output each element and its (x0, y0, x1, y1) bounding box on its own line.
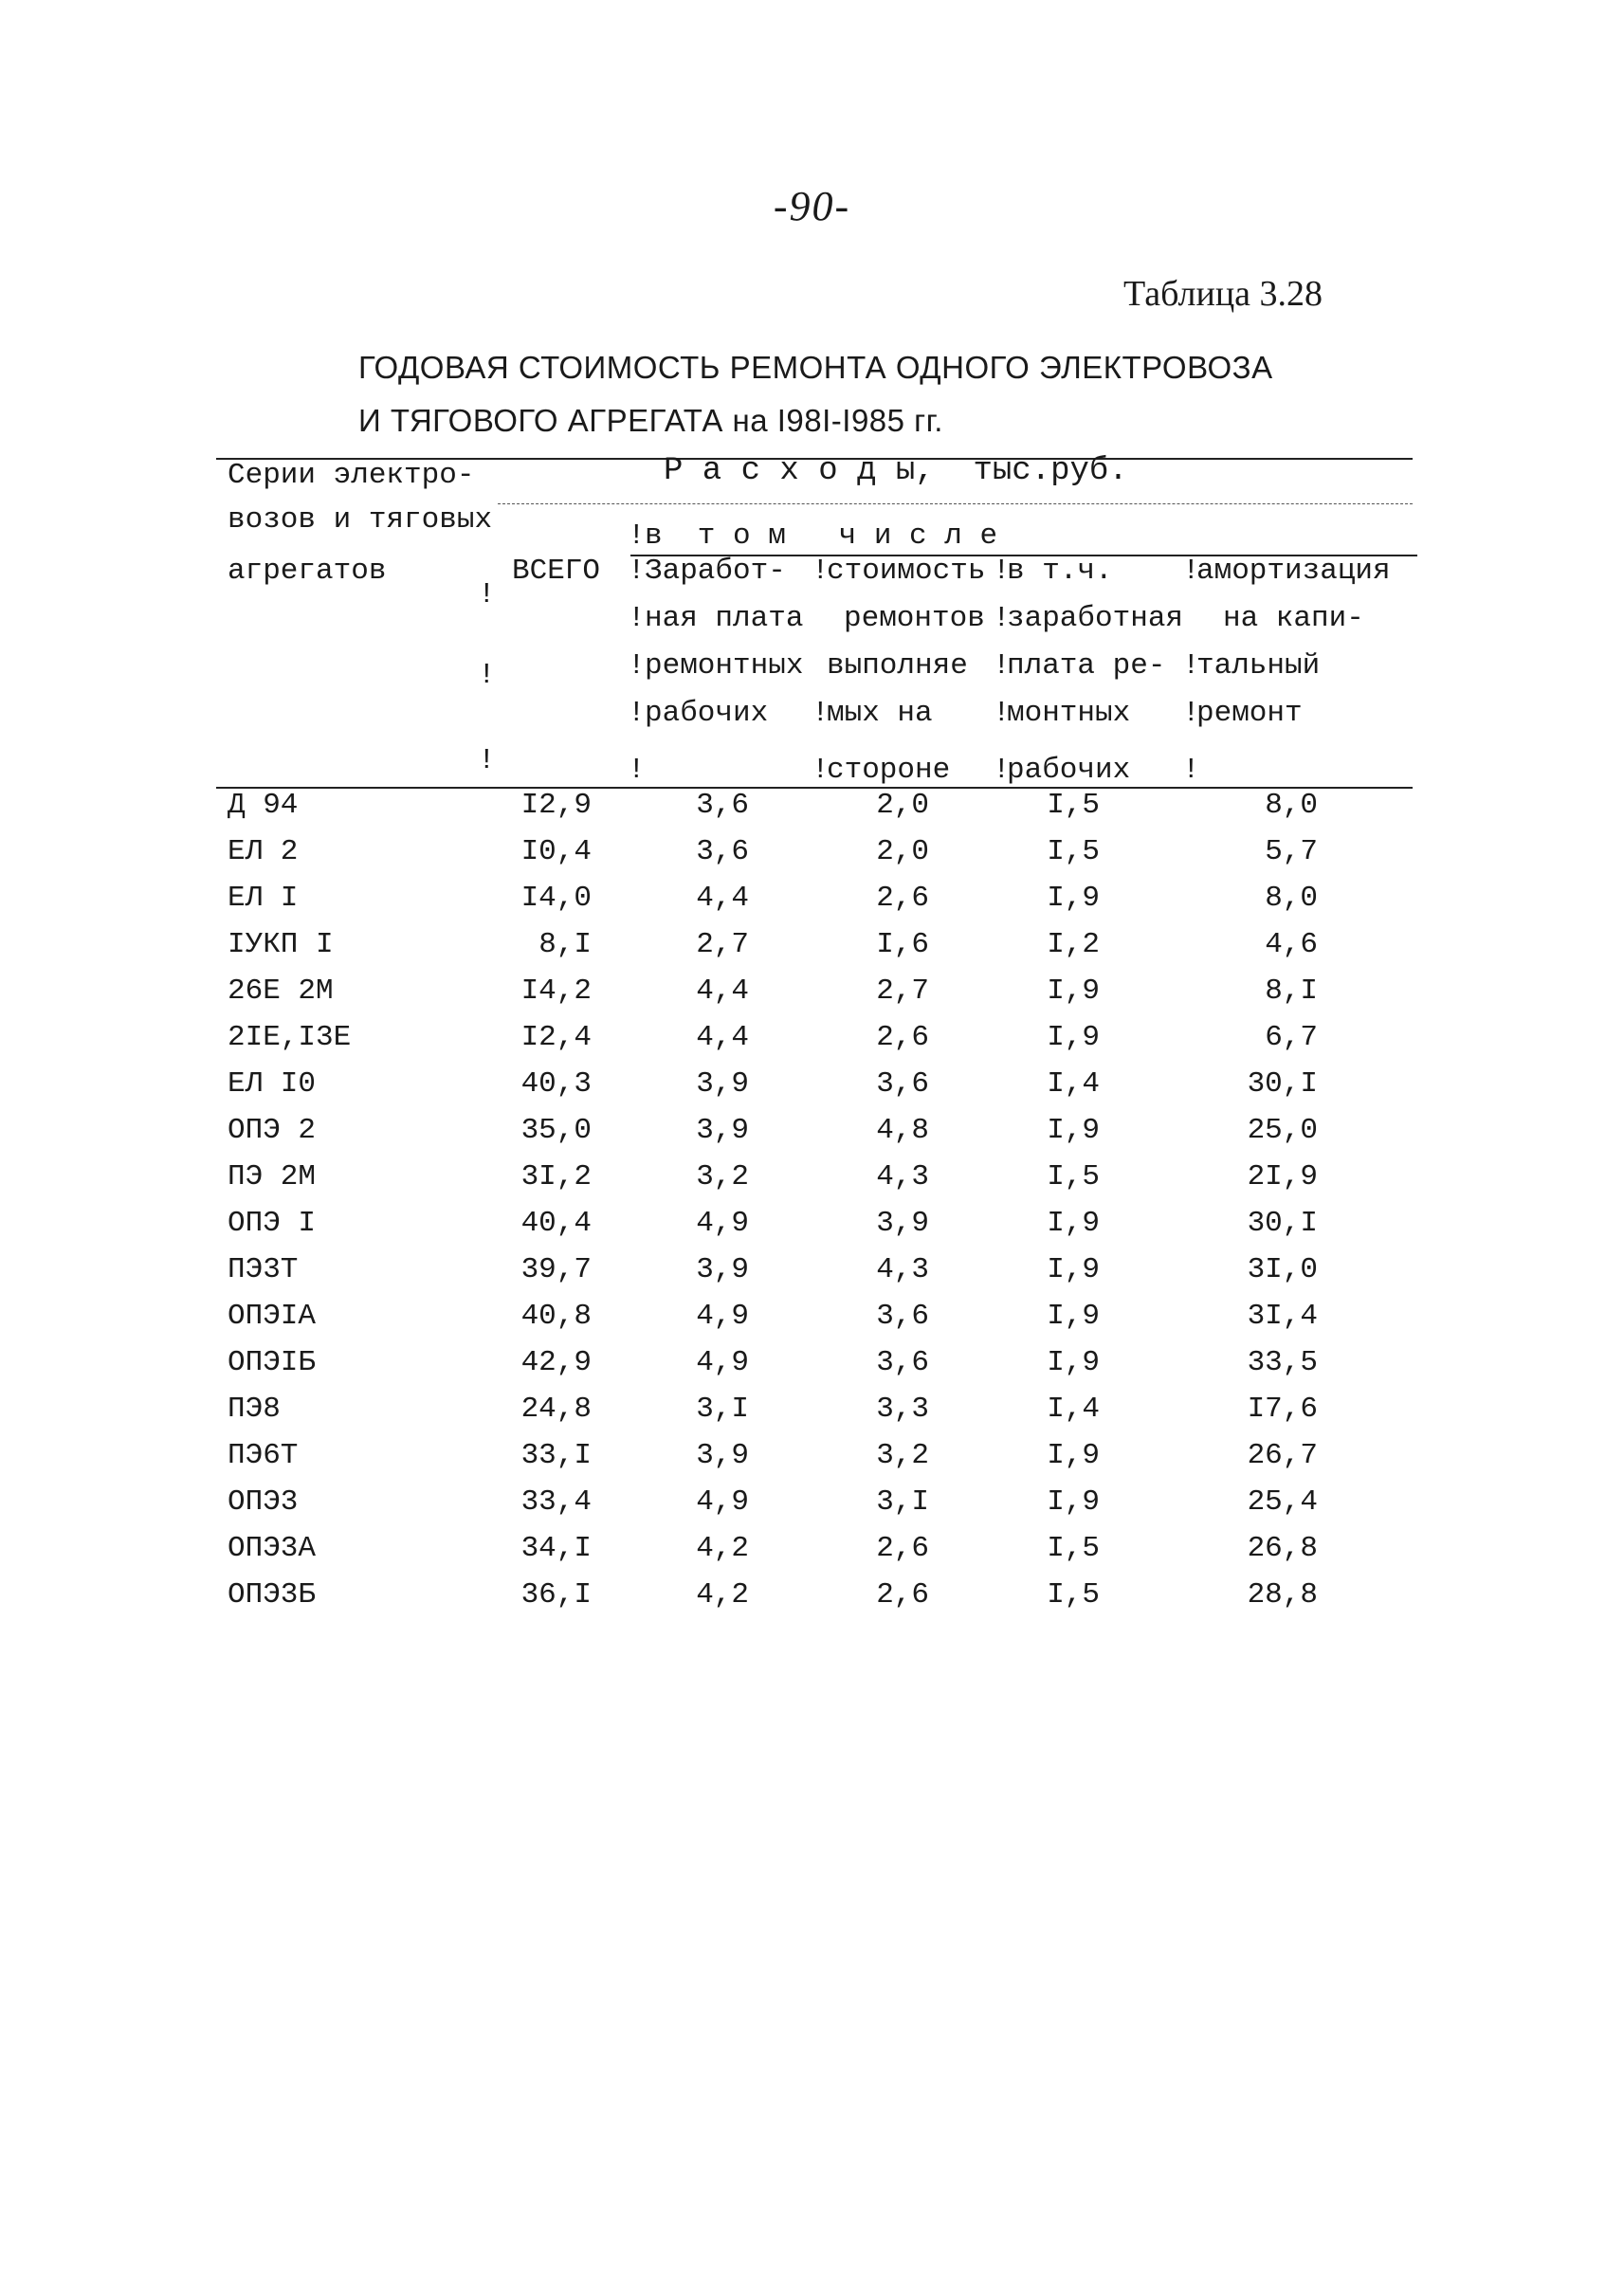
header-series-line-2: возов и тяговых (228, 503, 493, 537)
cell-amortization: 4,6 (1265, 928, 1318, 961)
cell-total: 34,I (520, 1532, 592, 1565)
cell-series: ОПЭ3 (228, 1485, 299, 1519)
cell-outside: 2,6 (876, 1578, 929, 1612)
separator-mark: ! (628, 649, 646, 683)
cell-outside: 3,3 (876, 1393, 929, 1426)
cell-incl-wages: I,9 (1047, 974, 1100, 1008)
cell-incl-wages: I,9 (1047, 1439, 1100, 1472)
cell-outside: 4,8 (876, 1114, 929, 1147)
cell-amortization: 8,I (1265, 974, 1318, 1008)
cell-incl-wages: I,9 (1047, 1021, 1100, 1054)
cell-total: 36,I (520, 1578, 592, 1612)
cell-wages: 4,9 (696, 1346, 749, 1379)
cell-wages: 4,4 (696, 1021, 749, 1054)
separator-mark: ! (993, 602, 1011, 635)
cell-outside: 4,3 (876, 1253, 929, 1286)
header-expenses-title: Р а с х о д ы, тыс.руб. (664, 453, 1128, 489)
cell-total: 33,I (520, 1439, 592, 1472)
separator-mark: ! (1182, 649, 1200, 683)
cell-series: ПЭ8 (228, 1393, 281, 1426)
separator-mark: ! (478, 659, 496, 692)
separator-mark: ! (993, 649, 1011, 683)
header-outside-line-1: стоимость (827, 555, 986, 588)
header-amort-line-3: тальный (1196, 649, 1321, 683)
cell-outside: 2,0 (876, 835, 929, 868)
cell-total: I2,4 (520, 1021, 592, 1054)
separator-mark: ! (993, 754, 1011, 787)
cell-total: I0,4 (520, 835, 592, 868)
cell-series: ОПЭIБ (228, 1346, 317, 1379)
header-incl-line-5: рабочих (1007, 754, 1131, 787)
cell-series: ОПЭIА (228, 1300, 317, 1333)
cell-amortization: 28,8 (1247, 1578, 1318, 1612)
separator-mark: ! (1182, 697, 1200, 730)
cell-incl-wages: I,9 (1047, 1114, 1100, 1147)
cell-total: I4,2 (520, 974, 592, 1008)
cell-total: 40,8 (520, 1300, 592, 1333)
cell-wages: 3,9 (696, 1253, 749, 1286)
cell-series: ЕЛ I0 (228, 1067, 317, 1101)
separator-mark: ! (812, 754, 830, 787)
cell-series: ОПЭ3Б (228, 1578, 317, 1612)
cell-wages: 4,9 (696, 1485, 749, 1519)
separator-mark: ! (628, 754, 646, 787)
header-amort-line-4: ремонт (1196, 697, 1303, 730)
header-series-line-1: Серии электро- (228, 459, 475, 492)
cell-total: 3I,2 (520, 1160, 592, 1193)
separator-mark: ! (993, 555, 1011, 588)
title-line-2: И ТЯГОВОГО АГРЕГАТА на I98I-I985 гг. (358, 403, 943, 438)
header-wages-line-4: рабочих (645, 697, 769, 730)
cell-outside: 3,6 (876, 1300, 929, 1333)
header-outside-line-3: выполняе (827, 649, 968, 683)
separator-mark: ! (1182, 555, 1200, 588)
cell-total: 40,3 (520, 1067, 592, 1101)
expenses-subrule (498, 503, 1413, 504)
cell-series: ПЭ3Т (228, 1253, 299, 1286)
separator-mark: ! (812, 555, 830, 588)
title-line-1: ГОДОВАЯ СТОИМОСТЬ РЕМОНТА ОДНОГО ЭЛЕКТРОВОЗА (358, 350, 1273, 385)
cell-total: I2,9 (520, 789, 592, 822)
cell-incl-wages: I,5 (1047, 1532, 1100, 1565)
cell-amortization: 33,5 (1247, 1346, 1318, 1379)
cell-amortization: 3I,0 (1247, 1253, 1318, 1286)
cell-incl-wages: I,9 (1047, 1253, 1100, 1286)
cell-amortization: 26,7 (1247, 1439, 1318, 1472)
header-outside-line-2: ремонтов (844, 602, 985, 635)
cell-incl-wages: I,5 (1047, 835, 1100, 868)
cell-total: 39,7 (520, 1253, 592, 1286)
cell-total: 42,9 (520, 1346, 592, 1379)
cell-outside: 3,2 (876, 1439, 929, 1472)
cell-incl-wages: I,4 (1047, 1393, 1100, 1426)
table-label: Таблица 3.28 (1123, 274, 1323, 314)
cell-outside: 2,0 (876, 789, 929, 822)
cell-amortization: 30,I (1247, 1067, 1318, 1101)
cell-total: 24,8 (520, 1393, 592, 1426)
header-total: ВСЕГО (512, 555, 601, 588)
header-wages-line-1: Заработ- (645, 555, 786, 588)
cell-outside: 3,I (876, 1485, 929, 1519)
header-including: в т о м ч и с л е (645, 519, 998, 553)
separator-mark: ! (628, 519, 646, 553)
cell-wages: 3,2 (696, 1160, 749, 1193)
cell-incl-wages: I,5 (1047, 1160, 1100, 1193)
cell-outside: 2,6 (876, 882, 929, 915)
cell-outside: 2,6 (876, 1021, 929, 1054)
cell-amortization: 3I,4 (1247, 1300, 1318, 1333)
header-incl-line-4: монтных (1007, 697, 1131, 730)
cell-wages: 2,7 (696, 928, 749, 961)
cell-amortization: 25,4 (1247, 1485, 1318, 1519)
header-outside-line-4: мых на (827, 697, 933, 730)
cell-wages: 3,6 (696, 789, 749, 822)
cell-total: I4,0 (520, 882, 592, 915)
cell-amortization: 26,8 (1247, 1532, 1318, 1565)
cell-wages: 4,4 (696, 882, 749, 915)
separator-mark: ! (812, 697, 830, 730)
header-amort-line-2: на капи- (1223, 602, 1364, 635)
cell-series: ЕЛ I (228, 882, 299, 915)
cell-outside: 3,9 (876, 1207, 929, 1240)
cell-series: ОПЭ I (228, 1207, 317, 1240)
cell-outside: 2,6 (876, 1532, 929, 1565)
cell-wages: 4,2 (696, 1532, 749, 1565)
header-series-line-3: агрегатов (228, 555, 387, 588)
cell-series: ПЭ 2М (228, 1160, 317, 1193)
cell-wages: 3,9 (696, 1439, 749, 1472)
header-incl-line-3: плата ре- (1007, 649, 1166, 683)
cell-wages: 4,4 (696, 974, 749, 1008)
cell-incl-wages: I,5 (1047, 789, 1100, 822)
cell-amortization: I7,6 (1247, 1393, 1318, 1426)
cell-total: 40,4 (520, 1207, 592, 1240)
cell-wages: 3,9 (696, 1114, 749, 1147)
separator-mark: ! (478, 578, 496, 611)
cell-wages: 3,6 (696, 835, 749, 868)
separator-mark: ! (1182, 754, 1200, 787)
cell-series: ОПЭ 2 (228, 1114, 317, 1147)
cell-incl-wages: I,4 (1047, 1067, 1100, 1101)
table-title (358, 341, 1273, 447)
separator-mark: ! (628, 555, 646, 588)
separator-mark: ! (628, 697, 646, 730)
cell-amortization: 30,I (1247, 1207, 1318, 1240)
separator-mark: ! (478, 744, 496, 777)
cell-series: IУКП I (228, 928, 334, 961)
cell-total: 35,0 (520, 1114, 592, 1147)
cell-wages: 3,9 (696, 1067, 749, 1101)
cell-amortization: 5,7 (1265, 835, 1318, 868)
cell-outside: 3,6 (876, 1346, 929, 1379)
cell-incl-wages: I,2 (1047, 928, 1100, 961)
cell-wages: 4,9 (696, 1207, 749, 1240)
cell-wages: 4,2 (696, 1578, 749, 1612)
cell-amortization: 25,0 (1247, 1114, 1318, 1147)
header-wages-line-3: ремонтных (645, 649, 804, 683)
cell-incl-wages: I,5 (1047, 1578, 1100, 1612)
cell-amortization: 2I,9 (1247, 1160, 1318, 1193)
cell-incl-wages: I,9 (1047, 882, 1100, 915)
header-wages-line-2: ная плата (645, 602, 804, 635)
cell-outside: 4,3 (876, 1160, 929, 1193)
separator-mark: ! (993, 697, 1011, 730)
header-incl-line-1: в т.ч. (1007, 555, 1113, 588)
cell-total: 33,4 (520, 1485, 592, 1519)
cell-series: 2IЕ,I3Е (228, 1021, 352, 1054)
cell-total: 8,I (538, 928, 592, 961)
cell-series: ПЭ6Т (228, 1439, 299, 1472)
cell-outside: I,6 (876, 928, 929, 961)
cell-series: ЕЛ 2 (228, 835, 299, 868)
cell-amortization: 8,0 (1265, 789, 1318, 822)
cell-incl-wages: I,9 (1047, 1207, 1100, 1240)
cell-series: ОПЭ3А (228, 1532, 317, 1565)
cell-incl-wages: I,9 (1047, 1346, 1100, 1379)
cell-outside: 3,6 (876, 1067, 929, 1101)
cell-amortization: 8,0 (1265, 882, 1318, 915)
page-number: -90- (773, 183, 851, 229)
header-incl-line-2: заработная (1007, 602, 1184, 635)
cell-wages: 4,9 (696, 1300, 749, 1333)
cell-amortization: 6,7 (1265, 1021, 1318, 1054)
cell-wages: 3,I (696, 1393, 749, 1426)
header-outside-line-5: стороне (827, 754, 951, 787)
separator-mark: ! (628, 602, 646, 635)
cell-series: 26Е 2М (228, 974, 334, 1008)
cell-series: Д 94 (228, 789, 299, 822)
header-amort-line-1: амортизация (1196, 555, 1391, 588)
cell-incl-wages: I,9 (1047, 1485, 1100, 1519)
cell-incl-wages: I,9 (1047, 1300, 1100, 1333)
cell-outside: 2,7 (876, 974, 929, 1008)
